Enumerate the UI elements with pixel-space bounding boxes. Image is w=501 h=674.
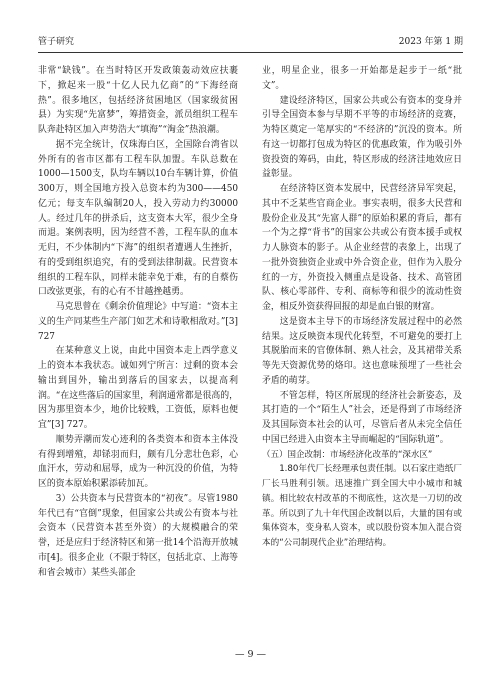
paragraph: 非常“缺钱”。在当时特区开发政策轰动效应扶裹下，掀起来一股“十亿人民九亿商”的“下海经商热”。很多地区，包括经济贫困地区（国家级贫困县）为实现“先富梦”，筹措资金，派员组织工程车队奔赴特区加入声势浩大“填海”“淘金”热浪潮。 xyxy=(38,66,238,135)
paragraph: 马克思曾在《剩余价值理论》中写道：“资本主义的生产同某些生产部门如艺术和诗歌相敌对。”[3] 727 xyxy=(38,302,238,342)
journal-name: 管子研究 xyxy=(38,37,75,47)
running-header xyxy=(38,34,463,50)
paragraph: 不管怎样，特区所展现的经济社会新姿态，及其打造的一个“陌生人”社会，还是得到了市场经济及其国际资本社会的认可，尽管后者从未完全信任中国已经进入由资本主导而崛起的“国际轨道”。 xyxy=(262,390,462,445)
paragraph: 在经济特区资本发展中，民营经济异军突起，其中不乏某些官商企业。事实表明，很多大民营和股份企业及其“先富人群”的原始积累的背后，都有一个为之撑“背书”的国家公共或公有资本援手或权力人脉资本的影子。从企业经营的表象上，出现了一批外资独资企业或中外合资企业，但作为入股分红的一方，外资投入侧重点是设备、技术、高管团队、核心零部件、专利、商标等和很少的流动性资金，相反外资获得回报的却是血白银的财富。 xyxy=(262,184,462,312)
paragraph: 建设经济特区，国家公共或公有资本的变身并引导全国资本参与早期不平等的市场经济的竞赛，为特区奠定一笔厚实的“不经济的”沉没的资本。所有这一切都打包成为特区的优惠政策，作为吸引外资投资的筹码，由此，特区形成的经济洼地效应日益彰显。 xyxy=(262,95,462,180)
left-column xyxy=(38,64,238,580)
paragraph: 业，明星企业，很多一开始都是起步于一纸“批文”。 xyxy=(262,66,462,91)
header-rule xyxy=(38,52,463,53)
paragraph: 据不完全统计，仅珠海白区，全国除台湾省以外所有的省市区都有工程车队加盟。车队总数在1000—1500支，队均车辆以10台车辆计算，价值300万，则全国地方投入总资本约为300——450亿元；每支车队编制20人，投入劳动力约30000人。经过几年的拼杀后，这支资本大军，很少全身而退。案例表明，因为经营不善，工程车队的血本无归，不少体制内“下海”的组织者遭遇人生挫折，有的受到组织追究，有的受到法律制裁。民营资本组织的工程车队，同样未能幸免于难，有的自蔡伤口改弦更张，有的心有不甘越挫越勇。 xyxy=(38,139,238,298)
page-number: — 9 — xyxy=(234,649,267,660)
paragraph: 1.80年代厂长经理承包责任制。以石家庄造纸厂厂长马胜利引领。迅速推广到全国大中小城市和城镇。相比较农村改革的不彻底性，这次是一刀切的改革。所以到了九十年代国企改制以后，大量的国有或集体资本，变身私人资本，或以股份资本加入混合资本的“公司制现代企业”治理结构。 xyxy=(262,464,462,548)
issue-label: 2023 年第 1 期 xyxy=(398,37,463,47)
paragraph: 这是资本主导下的市场经济发展过程中的必然结果。这反映资本现代化转型，不可避免的要打上其脱胎而来的官僚体制、熟人社会，及其裙带关系等先天资源优势的烙印。这也意味预埋了一些社会矛盾的萌芽。 xyxy=(262,316,462,386)
paragraph: 在某种意义上说，由此中国资本走上西学意义上的资本本我状态。诚如列宁所言：过剩的资本会输出到国外，输出到落后的国家去，以提高利润。“在这些落后的国家里，利润通常都是很高的，因为那里资本少，地价比较贱，工资低，原料也便宜”[3] 727。 xyxy=(38,346,238,430)
paragraph: 顺势弄潮而发心迹利的各类资本和资本主体没有得到增殖，却铩羽而归，颇有几分悲壮色彩，心血汗水，劳动和屈辱，成为一种沉没的价值，为特区的资本原始积累添砖加瓦。 xyxy=(38,434,238,489)
right-column xyxy=(262,64,462,551)
paragraph: 3）公共资本与民营资本的“初夜”。尽管1980年代已有“官倒”现象，但国家公共或公有资本与社会资本（民营资本甚至外资）的大规模融合的荣誉，还是应归于经济特区和第一批14个沿海开放城市[4]。很多企业（不限于特区，包括北京、上海等和省会城市）某些头部企 xyxy=(38,493,238,578)
section-heading: （五）国企改制：市场经济化改革的“深水区” xyxy=(262,449,433,460)
